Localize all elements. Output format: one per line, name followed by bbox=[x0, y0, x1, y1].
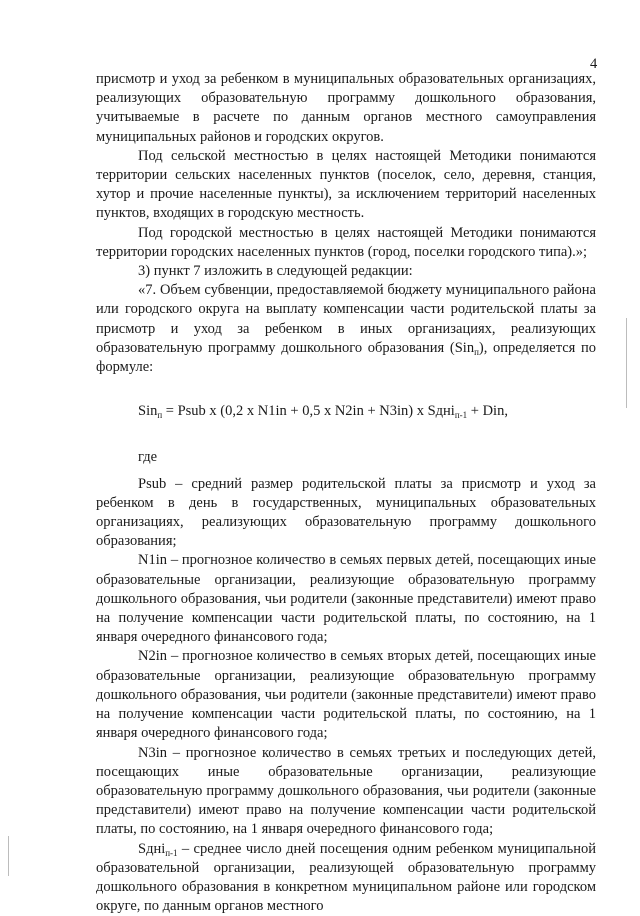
paragraph-rural-definition: Под сельской местностью в целях настоящей Методики понимаются территории сельских населенных пунктов (поселок, село, деревня, станция, хутор и прочие населенные пункты), за исключением территорий населенных пунктов, входящих в городскую местность. bbox=[96, 147, 596, 222]
sdn-subscript: п-1 bbox=[165, 847, 178, 858]
document-body bbox=[96, 70, 596, 916]
formula bbox=[96, 402, 596, 421]
formula-mid-subscript: п-1 bbox=[454, 410, 468, 421]
formula-lhs: Sin bbox=[138, 403, 158, 420]
item-7-tail: ), определяется по формуле: bbox=[96, 339, 596, 376]
page-number: 4 bbox=[590, 56, 598, 72]
sdn-text: – среднее число дней посещения одним ребенком муниципальной образовательной организации, реализующей образовательную программу дошкольного образования в конкретном муниципальном районе или городском округе, по данным органов местного bbox=[96, 840, 596, 915]
formula-middle: = Psub x (0,2 x N1in + 0,5 x N2in + N3in) x Sдні bbox=[162, 403, 455, 420]
formula-tail: + Din, bbox=[467, 403, 508, 420]
definition-psub: Psub – средний размер родительской платы за присмотр и уход за ребенком в день в государственных, муниципальных образовательных организациях, реализующих образовательную программу дошкольного образования; bbox=[96, 475, 596, 550]
item-7-text: «7. Объем субвенции, предоставляемой бюджету муниципального района или городского округа на выплату компенсации части родительской платы за присмотр и уход за ребенком в иных организациях, реализующих образовательную программу дошкольного образования (Sin bbox=[96, 282, 596, 356]
definition-n1in: N1in – прогнозное количество в семьях первых детей, посещающих иные образовательные организации, реализующие образовательную программу дошкольного образования, чьи родители (законные представители) имеют право на получение компенсации части родительской платы, по состоянию, на 1 января очередного финансового года; bbox=[96, 552, 596, 646]
where-label: где bbox=[138, 449, 158, 466]
paragraph-item-7 bbox=[96, 281, 596, 377]
definition-n2in: N2in – прогнозное количество в семьях вторых детей, посещающих иные образовательные организации, реализующие образовательную программу дошкольного образования, чьи родители (законные представители) имеют право на получение компенсации части родительской платы, по состоянию, на 1 января очередного финансового года; bbox=[96, 648, 596, 742]
scan-edge-mark bbox=[626, 318, 627, 408]
paragraph-item-3: 3) пункт 7 изложить в следующей редакции: bbox=[138, 263, 413, 280]
paragraph-urban-definition: Под городской местностью в целях настоящей Методики понимаются территории городских населенных пунктов (город, поселки городского типа).»; bbox=[96, 224, 596, 260]
scan-edge-mark bbox=[8, 836, 9, 876]
item-7-subscript: п bbox=[474, 346, 479, 357]
formula-lhs-subscript: п bbox=[157, 410, 163, 421]
paragraph-continuation: присмотр и уход за ребенком в муниципальных образовательных организациях, реализующих образовательную программу дошкольного образования, учитываемые в расчете по данным органов местного самоуправления муниципальных районов и городских округов. bbox=[96, 71, 596, 145]
definition-n3in: N3in – прогнозное количество в семьях третьих и последующих детей, посещающих иные образовательные организации, реализующие образовательную программу дошкольного образования, чьи родители (законные представители) имеют право на получение компенсации части родительской платы, по состоянию, на 1 января очередного финансового года; bbox=[96, 744, 596, 838]
sdn-head: Sдні bbox=[138, 840, 166, 857]
